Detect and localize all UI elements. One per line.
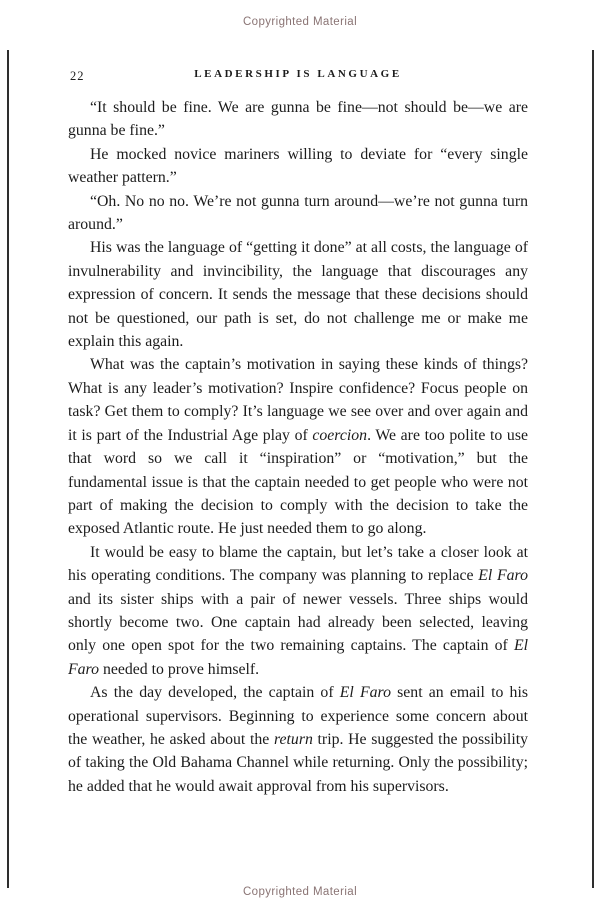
text-run: “It should be fine. We are gunna be fine—not should be—we are gunna be fine.” [68,99,528,140]
body-text [68,96,528,798]
page-header [68,68,528,86]
copyright-notice-top: Copyrighted Material [242,16,358,28]
text-run: “Oh. No no no. We’re not gunna turn around—we’re not gunna turn around.” [68,192,528,234]
italic-text: El Faro [478,567,528,585]
text-run: As the day developed, the captain of [90,684,340,702]
paragraph [68,236,528,353]
paragraph [68,96,528,143]
copyright-notice-bottom: Copyrighted Material [242,886,358,898]
text-run: . We are too polite to use that word so we call it “inspiration” or “motivation,” but the fundamental issue is that the captain needed to get people who were not part of making the decision to comply with the decision to take the exposed Atlantic route. He just needed them to go along. [68,426,528,538]
text-run: His was the language of “getting it done” at all costs, the language of invulnerability and invincibility, the language that discourages any expression of concern. It sends the message that these decisions should not be questioned, our path is set, do not challenge me or make me explain this again. [68,239,528,351]
paragraph [68,353,528,540]
italic-text: return [273,730,313,748]
text-run: and its sister ships with a pair of newer vessels. Three ships would shortly become two. One captain had already been selected, leaving only one open spot for the two remaining captains. The captain of [68,590,528,655]
italic-text: El Faro [68,637,528,678]
text-run: trip. He suggested the possibility of taking the Old Bahama Channel while returning. Only the possibility; he added that he would await approval from his supervisors. [68,730,528,795]
page-edge-left [7,50,9,888]
running-title: LEADERSHIP IS LANGUAGE [194,68,402,80]
page-number: 22 [70,69,85,83]
text-run: What was the captain’s motivation in saying these kinds of things? What is any leader’s motivation? Inspire confidence? Focus people on task? Get them to comply? It’s language we see over and over again and it is part of the Industrial Age play of [68,356,528,444]
italic-text: El Faro [339,684,391,702]
italic-text: coercion [312,426,368,444]
text-run: It would be easy to blame the captain, but let’s take a closer look at his operating conditions. The company was planning to replace [68,543,528,585]
paragraph [68,190,528,237]
paragraph [68,143,528,190]
page-edge-right [592,50,594,888]
text-run: He mocked novice mariners willing to deviate for “every single weather pattern.” [68,145,528,187]
paragraph [68,681,528,798]
text-run: sent an email to his operational supervisors. Beginning to experience some concern about the weather, he asked about the [68,684,528,748]
text-run: needed to prove himself. [99,660,260,678]
paragraph [68,541,528,681]
